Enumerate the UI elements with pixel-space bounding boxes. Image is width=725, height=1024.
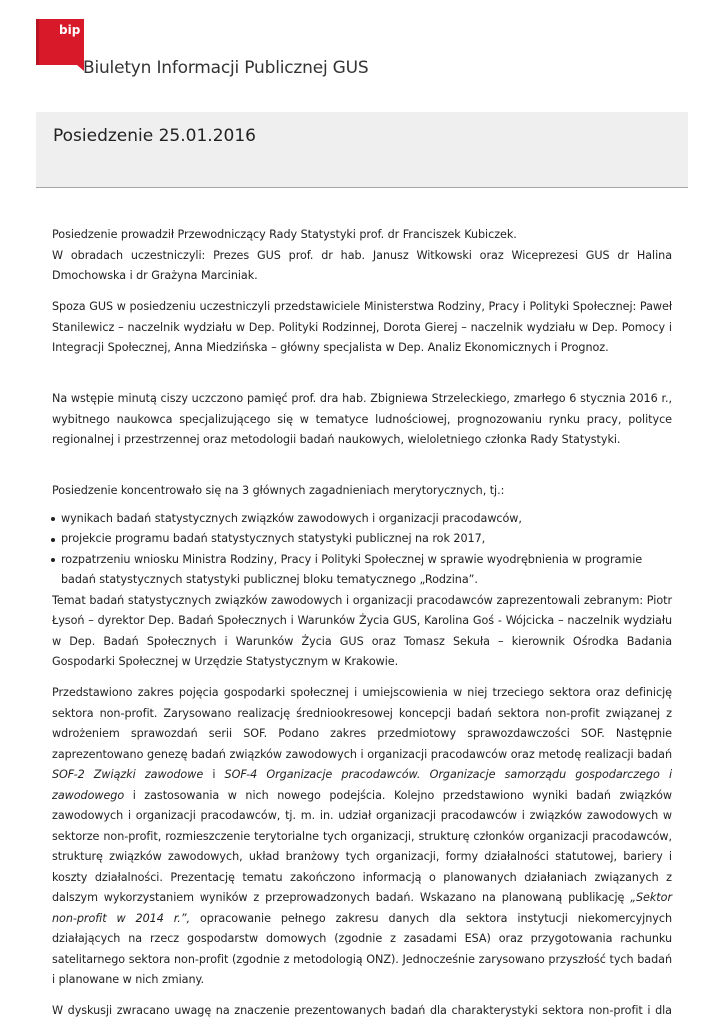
scope-italic-3: „Sektor non-profit w 2014 r.”, [52, 891, 672, 925]
scope-italic-2: SOF-4 Organizacje pracodawców. Organizacje samorządu gospodarczego i zawodowego [52, 768, 672, 802]
scope-italic-1: SOF-2 Związki zawodowe [52, 768, 204, 781]
scope-text-2: i [203, 768, 225, 781]
intro-line-1: Posiedzenie prowadził Przewodniczący Rady Statystyki prof. dr Franciszek Kubiczek. [52, 228, 517, 241]
memorial-paragraph: Na wstępie minutą ciszy uczczono pamięć prof. dra hab. Zbigniewa Strzeleckiego, zmarłego 6 stycznia 2016 r., wybitnego naukowca specjalizującego się w tematyce ludnościowej, prognozowaniu rynku pracy, polityce regionalnej i przestrzennej oraz metodologii badań naukowych, wieloletniego członka Rady Statystyki. [52, 392, 672, 446]
list-item: rozpatrzeniu wniosku Ministra Rodziny, Pracy i Polityki Społecznej w sprawie wyodrębnienia w programie badań statystycznych statystyki publicznej bloku tematycznego „Rodzina”. [52, 550, 672, 591]
presenters-paragraph: Temat badań statystycznych związków zawodowych i organizacji pracodawców zaprezentowali zebranym: Piotr Łysoń – dyrektor Dep. Badań Społecznych i Warunków Życia GUS, Karolina Goś - Wójcicka – naczelnik wydziału w Dep. Badań Społecznych i Warunków Życia GUS oraz Tomasz Sekuła – kierownik Ośrodka Badania Gospodarki Społecznej w Urzędzie Statystycznym w Krakowie. [52, 593, 672, 668]
list-item: wynikach badań statystycznych związków zawodowych i organizacji pracodawców, [52, 509, 672, 530]
topics-intro: Posiedzenie koncentrowało się na 3 głównych zagadnieniach merytorycznych, tj.: [52, 484, 505, 497]
intro-line-2: W obradach uczestniczyli: Prezes GUS prof. dr hab. Janusz Witkowski oraz Wiceprezesi GUS dr Halina Dmochowska i dr Grażyna Marciniak. [52, 248, 672, 282]
list-item: projekcie programu badań statystycznych statystyki publicznej na rok 2017, [52, 529, 672, 550]
site-title[interactable]: Biuletyn Informacji Publicznej GUS [83, 58, 369, 78]
scope-text-3: i zastosowania w nich nowego podejścia. Kolejno przedstawiono wyniki badań związków zawodowych i organizacji pracodawców, tj. m. in. udział organizacji pracodawców i związków zawodowych w sektorze non-profit, rozmieszczenie terytorialne tych organizacji, strukturę członków organizacji pracodawców, strukturę związków zawodowych, układ branżowy tych organizacji, formy działalności statutowej, bariery i koszty działalności. Prezentację tematu zakończono informacją o planowanych działaniach związanych z dalszym wykorzystaniem wyników z przeprowadzonych badań. Wskazano na planowaną publikację [52, 788, 672, 904]
topics-list [52, 509, 672, 591]
article-content [52, 225, 672, 1022]
scope-paragraph [52, 683, 672, 991]
page-title-band [36, 112, 688, 188]
discussion-paragraph: W dyskusji zwracano uwagę na znaczenie prezentowanych badań dla charakterystyki sektora non-profit i dla [52, 1004, 672, 1017]
scope-text-1: Przedstawiono zakres pojęcia gospodarki społecznej i umiejscowienia w niej trzeciego sektora oraz definicję sektora non-profit. Zarysowano realizację średniookresowej koncepcji badań sektora non-profit związanej z wdrożeniem sprawozdań serii SOF. Podano zakres przedmiotowy sprawozdawczości SOF. Następnie zaprezentowano genezę badań związków zawodowych i organizacji pracodawców oraz metodę realizacji badań [52, 686, 672, 761]
page-title: Posiedzenie 25.01.2016 [53, 126, 256, 146]
scope-text-4: opracowanie pełnego zakresu danych dla sektora instytucji niekomercyjnych działających na rzecz gospodarstw domowych (zgodnie z zasadami ESA) oraz przygotowania rachunku satelitarnego sektora non-profit (zgodnie z metodologią ONZ). Jednocześnie zarysowano przyszłość tych badań i planowane w nich zmiany. [52, 911, 672, 986]
bip-logo-text: bip [59, 23, 81, 37]
guests-paragraph: Spoza GUS w posiedzeniu uczestniczyli przedstawiciele Ministerstwa Rodziny, Pracy i Polityki Społecznej: Paweł Stanilewicz – naczelnik wydziału w Dep. Polityki Rodzinnej, Dorota Gierej – naczelnik wydziału w Dep. Pomocy i Integracji Społecznej, Anna Miedzińska – główny specjalista w Dep. Analiz Ekonomicznych i Prognoz. [52, 300, 672, 354]
intro-paragraph [52, 225, 672, 287]
